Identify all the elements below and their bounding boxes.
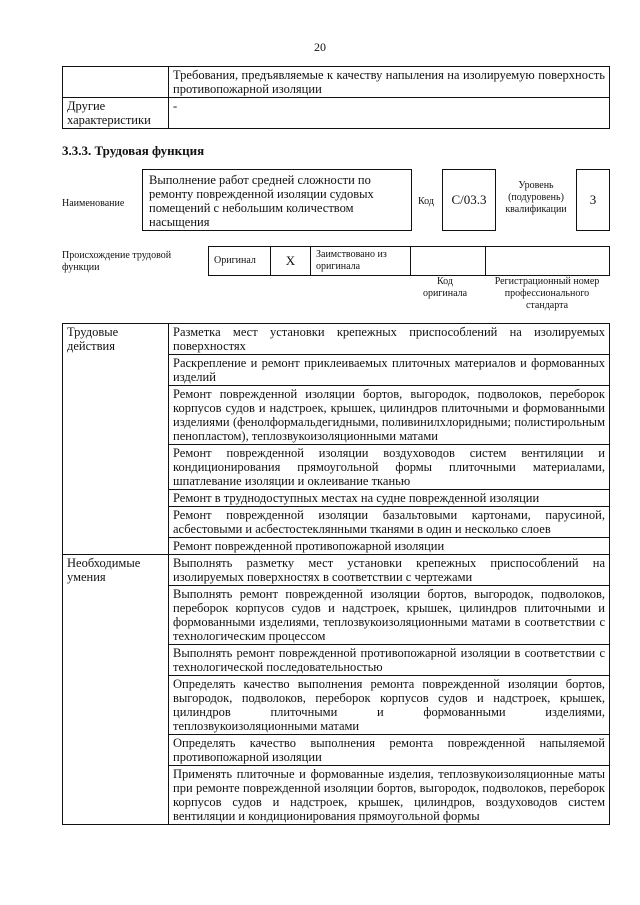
code-label: Код [418, 196, 434, 207]
origin-label: Происхождение трудовой функции [62, 250, 172, 273]
name-label: Наименование [62, 198, 125, 209]
labor-action-item: Ремонт поврежденной изоляции воздуховодов систем вентиляции и кондиционирования прямоугольной формы плиточными материалами, шпатлевание изоляции и оклеивание тканью [169, 445, 610, 490]
required-skill-item: Выполнять ремонт поврежденной изоляции бортов, выгородок, подволоков, переборок корпусов судов и надстроек, крышек, цилиндров плиточными и формованными изделиями, теплозвукоизоляционными матами в соответствии с технологическим процессом [169, 586, 610, 645]
labor-actions-label: Трудовые действия [63, 324, 169, 555]
registration-number-cell [486, 247, 610, 276]
page-number: 20 [314, 40, 326, 54]
borrowed-label: Заимствовано из оригинала [311, 247, 411, 276]
required-skills-label: Необходимые умения [63, 555, 169, 825]
section-heading: 3.3.3. Трудовая функция [62, 143, 205, 158]
row-label: Другие характеристики [63, 98, 169, 129]
required-skill-item: Выполнять разметку мест установки крепежных приспособлений на изолируемых поверхностях в соответствии с чертежами [169, 555, 610, 586]
table-row [63, 324, 610, 355]
table-row [63, 555, 610, 586]
labor-action-item: Ремонт поврежденной противопожарной изоляции [169, 538, 610, 555]
original-code-cell [411, 247, 486, 276]
qualification-level: 3 [576, 169, 610, 231]
original-label: Оригинал [209, 247, 271, 276]
labor-action-item: Ремонт поврежденной изоляции базальтовыми картонами, парусиной, асбестовыми и асбестостеклянными тканями в один и несколько слоев [169, 507, 610, 538]
labor-action-item: Ремонт поврежденной изоляции бортов, выгородок, подволоков, переборок корпусов судов и надстроек, крышек, цилиндров плиточными и формованными изделиями (фенолформальдегидными, поливинилхлоридными; полистирольным пенопластом), теплозвукоизоляционными матами [169, 386, 610, 445]
function-code: C/03.3 [442, 169, 496, 231]
required-skill-item: Выполнять ремонт поврежденной противопожарной изоляции в соответствии с технологической последовательностью [169, 645, 610, 676]
required-skill-item: Применять плиточные и формованные изделия, теплозвукоизоляционные маты при ремонте поврежденной изоляции бортов, выгородок, подволоков, переборок корпусов судов и надстроек, крышек, цилиндров, воздуховодов систем вентиляции и кондиционирования прямоугольной формы [169, 766, 610, 825]
labor-action-item: Ремонт в труднодоступных местах на судне поврежденной изоляции [169, 490, 610, 507]
row-text: Требования, предъявляемые к качеству напыления на изолируемую поверхность противопожарной изоляции [169, 67, 610, 98]
required-skill-item: Определять качество выполнения ремонта поврежденной напыляемой противопожарной изоляции [169, 735, 610, 766]
row-text: - [169, 98, 610, 129]
required-skill-item: Определять качество выполнения ремонта поврежденной изоляции бортов, выгородок, подволоков, переборок корпусов судов и надстроек, крышек, цилиндров плиточными и формованными изделиями, теплозвукоизоляционными матами [169, 676, 610, 735]
function-content-table [62, 323, 610, 825]
continuation-table [62, 66, 610, 129]
level-label: Уровень (подуровень) квалификации [505, 180, 567, 215]
labor-action-item: Разметка мест установки крепежных приспособлений на изолируемых поверхностях [169, 324, 610, 355]
row-label [63, 67, 169, 98]
labor-action-item: Раскрепление и ремонт приклеиваемых плиточных материалов и формованных изделий [169, 355, 610, 386]
table-row [63, 98, 610, 129]
table-row [63, 67, 610, 98]
original-mark: X [271, 247, 311, 276]
table-row [209, 247, 610, 276]
origin-table [208, 246, 610, 276]
function-name: Выполнение работ средней сложности по ремонту поврежденной изоляции судовых помещений с небольшим количеством насыщения [142, 169, 412, 231]
original-code-label: Код оригинала [422, 276, 468, 299]
registration-number-label: Регистрационный номер профессионального стандарта [494, 276, 600, 311]
